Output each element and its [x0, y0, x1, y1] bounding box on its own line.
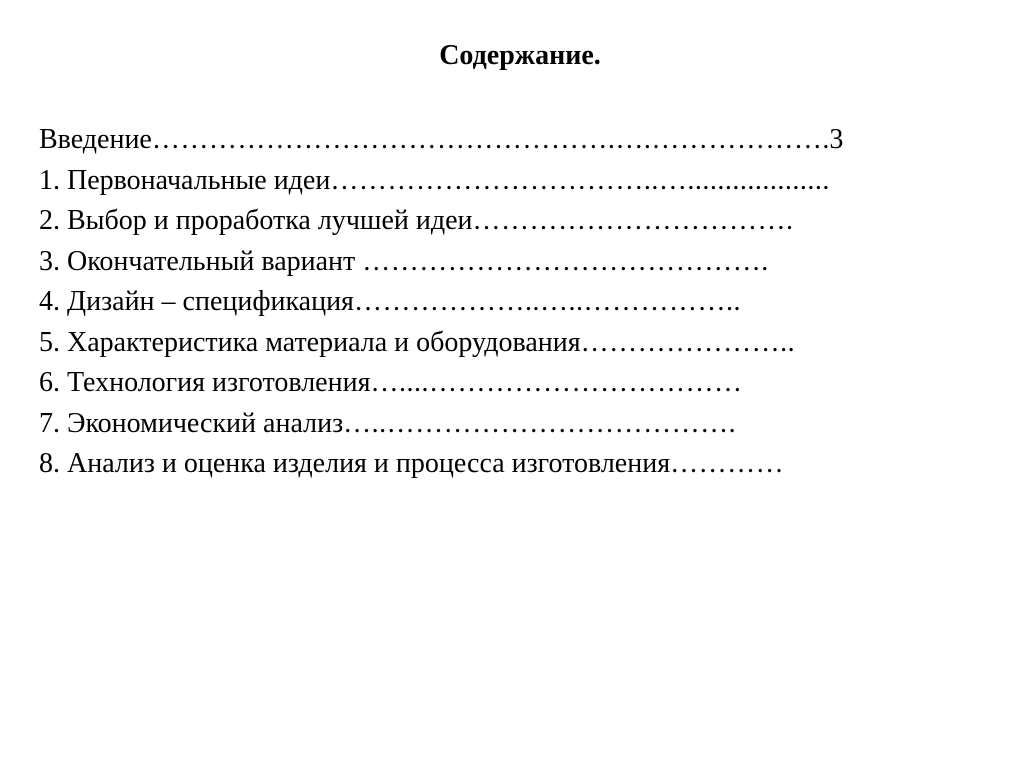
toc-entry-6 — [39, 363, 843, 404]
toc-entry-5 — [39, 323, 843, 364]
toc-entry-8 — [39, 444, 843, 485]
toc-dot-leader: ……………………………. — [472, 205, 794, 236]
toc-page-number: .3 — [822, 124, 844, 155]
toc-dot-leader: …..………………………………. — [343, 407, 737, 439]
toc-entry-label: 2. Выбор и проработка лучшей идеи — [39, 205, 473, 236]
toc-entry-label: Введение — [39, 124, 152, 155]
toc-dot-leader: ………………..…..…………….. — [353, 286, 741, 317]
table-of-contents — [39, 120, 843, 485]
toc-entry-1 — [39, 161, 843, 202]
toc-entry-label: 5. Характеристика материала и оборудования — [39, 326, 581, 358]
page-title: Содержание. — [439, 40, 601, 71]
toc-dot-leader: ………………………………………….….……………… — [151, 124, 823, 155]
toc-entry-label: 4. Дизайн – спецификация — [39, 286, 354, 317]
toc-entry-label: 3. Окончательный вариант — [39, 245, 363, 277]
toc-dot-leader: ……………………………………. — [362, 245, 769, 277]
toc-entry-3 — [39, 242, 843, 283]
toc-entry-label: 7. Экономический анализ — [39, 407, 344, 439]
toc-entry-label: 6. Технология изготовления — [39, 367, 371, 398]
toc-dot-leader: ………………….. — [580, 326, 796, 358]
toc-dot-leader: ………… — [670, 448, 785, 479]
toc-entry-2 — [39, 201, 843, 242]
toc-entry-4 — [39, 282, 843, 323]
toc-entry-intro — [39, 120, 843, 161]
toc-dot-leader: ……………………………..…................... — [330, 164, 830, 196]
toc-dot-leader: …....…………………………… — [370, 367, 743, 398]
toc-entry-label: 1. Первоначальные идеи — [39, 164, 331, 196]
toc-entry-7 — [39, 404, 843, 445]
toc-entry-label: 8. Анализ и оценка изделия и процесса изготовления — [39, 448, 671, 479]
